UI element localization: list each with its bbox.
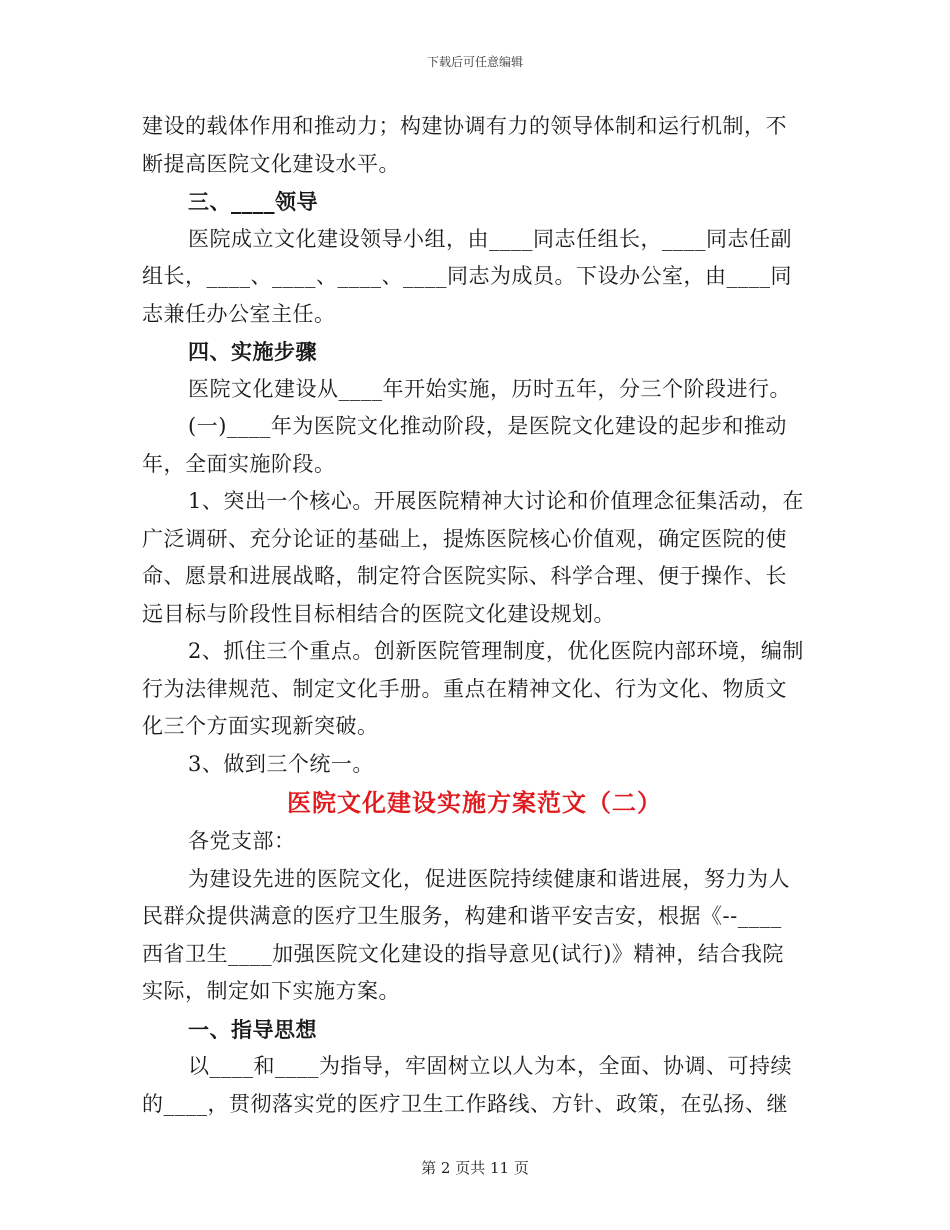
- text-line: 化三个方面实现新突破。: [142, 714, 379, 738]
- text-line: 远目标与阶段性目标相结合的医院文化建设规划。: [142, 601, 615, 626]
- text-line: 2、抓住三个重点。创新医院管理制度，优化医院内部环境，编制: [188, 639, 804, 663]
- text-line: 的____，贯彻落实党的医疗卫生工作路线、方针、政策，在弘扬、继: [142, 1091, 788, 1116]
- document-part-1: [142, 108, 807, 783]
- text-line: 断提高医院文化建设水平。: [142, 151, 400, 176]
- section-heading: 一、指导思想: [188, 1016, 317, 1042]
- page-header: 下载后可任意编辑: [426, 55, 523, 69]
- section-heading: 四、实施步骤: [188, 339, 317, 364]
- text-line: 1、突出一个核心。开展医院精神大讨论和价值理念征集活动，在: [188, 489, 804, 513]
- text-line: 年，全面实施阶段。: [142, 451, 336, 476]
- text-line: 各党支部：: [188, 829, 296, 853]
- text-line: 医院文化建设从____年开始实施，历时五年，分三个阶段进行。: [188, 376, 791, 401]
- section-title: 医院文化建设实施方案范文（二）: [287, 788, 662, 817]
- text-line: 医院成立文化建设领导小组，由____同志任组长，____同志任副: [188, 226, 792, 251]
- text-line: 命、愿景和进展战略，制定符合医院实际、科学合理、便于操作、长: [142, 564, 787, 588]
- text-line: 以____和____为指导，牢固树立以人为本，全面、协调、可持续: [188, 1054, 792, 1078]
- document-body: [142, 108, 807, 1123]
- text-line: 为建设先进的医院文化，促进医院持续健康和谐进展，努力为人: [188, 866, 790, 891]
- text-line: 民群众提供满意的医疗卫生服务，构建和谐平安吉安，根据《--____: [142, 904, 782, 928]
- text-line: 建设的载体作用和推动力；构建协调有力的领导体制和运行机制，不: [142, 114, 787, 138]
- text-line: 志兼任办公室主任。: [142, 301, 336, 326]
- text-line: 组长，____、____、____、____同志为成员。下设办公室，由____同: [142, 264, 792, 288]
- text-line: 实际，制定如下实施方案。: [142, 979, 400, 1003]
- section-heading: 三、____领导: [188, 189, 318, 214]
- page-footer: 第 2 页共 11 页: [421, 1159, 529, 1177]
- text-line: 广泛调研、充分论证的基础上，提炼医院核心价值观，确定医院的使: [142, 526, 787, 551]
- text-line: 3、做到三个统一。: [188, 751, 374, 776]
- text-line: (一)____年为医院文化推动阶段，是医院文化建设的起步和推动: [188, 414, 787, 438]
- text-line: 行为法律规范、制定文化手册。重点在精神文化、行为文化、物质文: [142, 676, 787, 701]
- document-part-2: [142, 823, 807, 1123]
- text-line: 西省卫生____加强医院文化建设的指导意见(试行)》精神，结合我院: [142, 941, 784, 966]
